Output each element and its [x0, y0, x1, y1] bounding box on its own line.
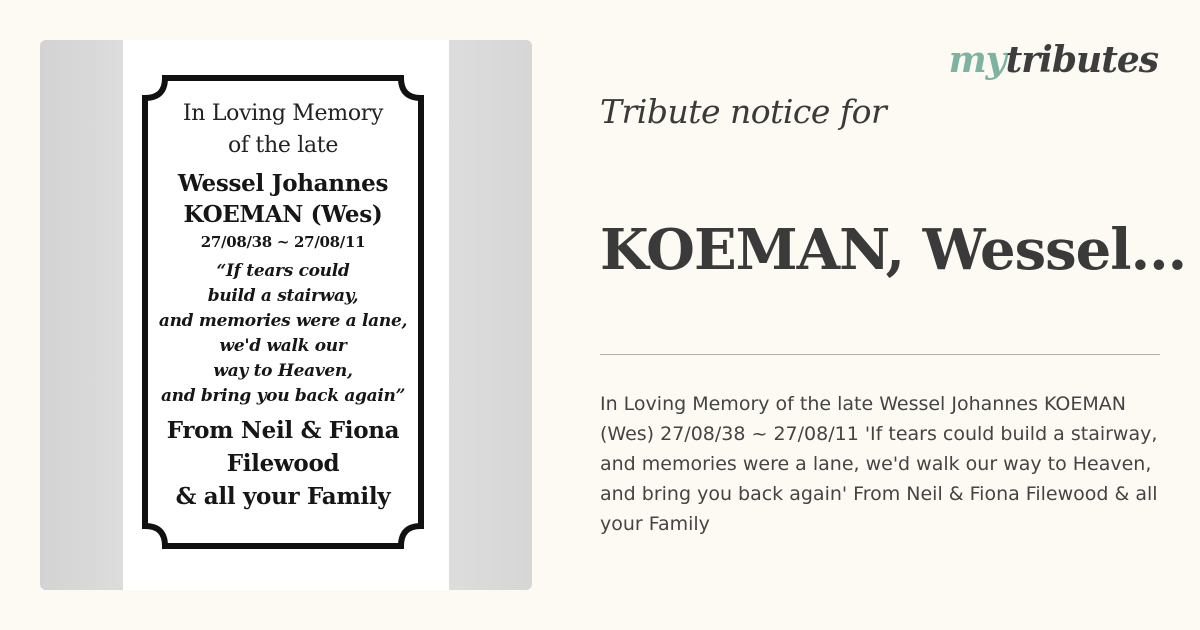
notice-poem-line: we'd walk our — [219, 336, 347, 356]
divider — [600, 354, 1160, 355]
tribute-heading: Tribute notice for — [600, 92, 887, 131]
notice-poem-line: and bring you back again” — [160, 386, 406, 406]
logo-part-my: my — [948, 39, 1006, 81]
notice-poem-line: and memories were a lane, — [158, 311, 408, 331]
notice-description: In Loving Memory of the late Wessel Johannes KOEMAN (Wes) 27/08/38 ~ 27/08/11 'If tears could build a stairway, and memories were a lane, we'd walk our way to Heaven, and bring you back again' From Neil & Fiona Filewood & all your Family — [600, 393, 1158, 535]
notice-from-line: Filewood — [226, 450, 340, 477]
notice-lead-1: In Loving Memory — [182, 101, 384, 126]
notice-name-1: Wessel Johannes — [177, 170, 389, 197]
notice-dates: 27/08/38 ~ 27/08/11 — [200, 233, 366, 251]
notice-lead-2: of the late — [227, 133, 339, 158]
mytributes-logo[interactable] — [949, 40, 1158, 80]
notice-paper — [123, 40, 449, 590]
logo-part-tributes: tributes — [1005, 39, 1158, 81]
notice-poem-line: way to Heaven, — [213, 361, 353, 381]
notice-poem-line: build a stairway, — [207, 286, 359, 306]
notice-from-line: From Neil & Fiona — [166, 417, 400, 444]
notice-image — [40, 40, 532, 590]
notice-poem-line: “If tears could — [216, 261, 350, 281]
notice-from-line: & all your Family — [175, 483, 391, 510]
notice-border-frame — [141, 74, 425, 550]
deceased-name-title: KOEMAN, Wessel... — [600, 217, 1187, 283]
notice-text — [141, 98, 425, 513]
notice-name-2: KOEMAN (Wes) — [183, 201, 383, 228]
